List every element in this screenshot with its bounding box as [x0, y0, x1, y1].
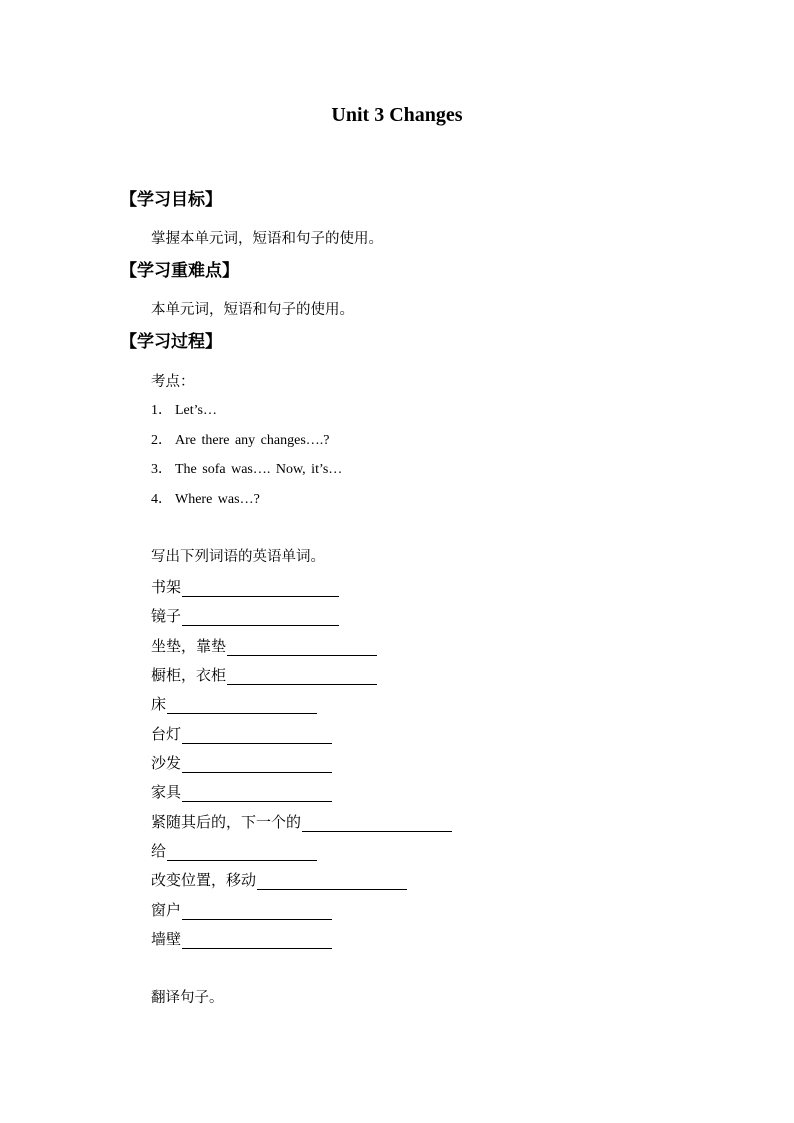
key-points-heading: 【学习重难点】	[120, 261, 239, 281]
vocab-instruction: 写出下列词语的英语单词。	[151, 549, 325, 565]
vocab-word: 沙发	[151, 754, 182, 772]
exam-point-number: 3．	[151, 462, 172, 477]
vocab-item	[151, 900, 332, 920]
exam-point-3	[151, 460, 342, 480]
vocab-item	[151, 812, 452, 832]
answer-blank[interactable]	[182, 609, 339, 626]
answer-blank[interactable]	[182, 903, 332, 920]
key-points-text: 本单元词，短语和句子的使用。	[151, 302, 354, 318]
answer-blank[interactable]	[182, 727, 332, 744]
vocab-word: 家具	[151, 783, 182, 801]
exam-point-text: Are there any changes….?	[175, 433, 330, 448]
vocab-word: 紧随其后的，下一个的	[151, 813, 302, 831]
answer-blank[interactable]	[167, 844, 317, 861]
answer-blank[interactable]	[302, 815, 452, 832]
vocab-word: 窗户	[151, 901, 182, 919]
goal-heading: 【学习目标】	[120, 190, 222, 210]
exam-point-4	[151, 490, 260, 510]
answer-blank[interactable]	[182, 580, 339, 597]
vocab-word: 墙壁	[151, 930, 182, 948]
exam-point-number: 4．	[151, 492, 172, 507]
page-title: Unit 3 Changes	[331, 104, 463, 126]
vocab-item	[151, 870, 407, 890]
answer-blank[interactable]	[167, 697, 317, 714]
vocab-item	[151, 724, 332, 744]
vocab-item	[151, 841, 317, 861]
answer-blank[interactable]	[182, 785, 332, 802]
answer-blank[interactable]	[182, 932, 332, 949]
exam-point-1	[151, 401, 217, 421]
answer-blank[interactable]	[227, 668, 377, 685]
exam-point-number: 1．	[151, 403, 172, 418]
vocab-item	[151, 636, 377, 656]
answer-blank[interactable]	[227, 639, 377, 656]
exam-points-label: 考点：	[151, 374, 195, 390]
process-heading: 【学习过程】	[120, 332, 222, 352]
vocab-item	[151, 694, 317, 714]
vocab-item	[151, 753, 332, 773]
answer-blank[interactable]	[182, 756, 332, 773]
vocab-word: 给	[151, 842, 167, 860]
vocab-word: 橱柜，衣柜	[151, 666, 227, 684]
exam-point-text: Where was…?	[175, 492, 260, 507]
vocab-word: 改变位置，移动	[151, 871, 257, 889]
vocab-item	[151, 929, 332, 949]
vocab-word: 书架	[151, 578, 182, 596]
vocab-word: 台灯	[151, 725, 182, 743]
vocab-item	[151, 782, 332, 802]
answer-blank[interactable]	[257, 873, 407, 890]
exam-point-2	[151, 431, 329, 451]
vocab-item	[151, 577, 339, 597]
exam-point-number: 2．	[151, 433, 172, 448]
vocab-word: 床	[151, 695, 167, 713]
vocab-item	[151, 665, 377, 685]
vocab-item	[151, 606, 339, 626]
translate-instruction: 翻译句子。	[151, 990, 224, 1006]
vocab-word: 镜子	[151, 607, 182, 625]
exam-point-text: The sofa was…. Now, it’s…	[175, 462, 343, 477]
exam-point-text: Let’s…	[175, 403, 217, 418]
goal-text: 掌握本单元词，短语和句子的使用。	[151, 231, 383, 247]
vocab-word: 坐垫，靠垫	[151, 637, 227, 655]
